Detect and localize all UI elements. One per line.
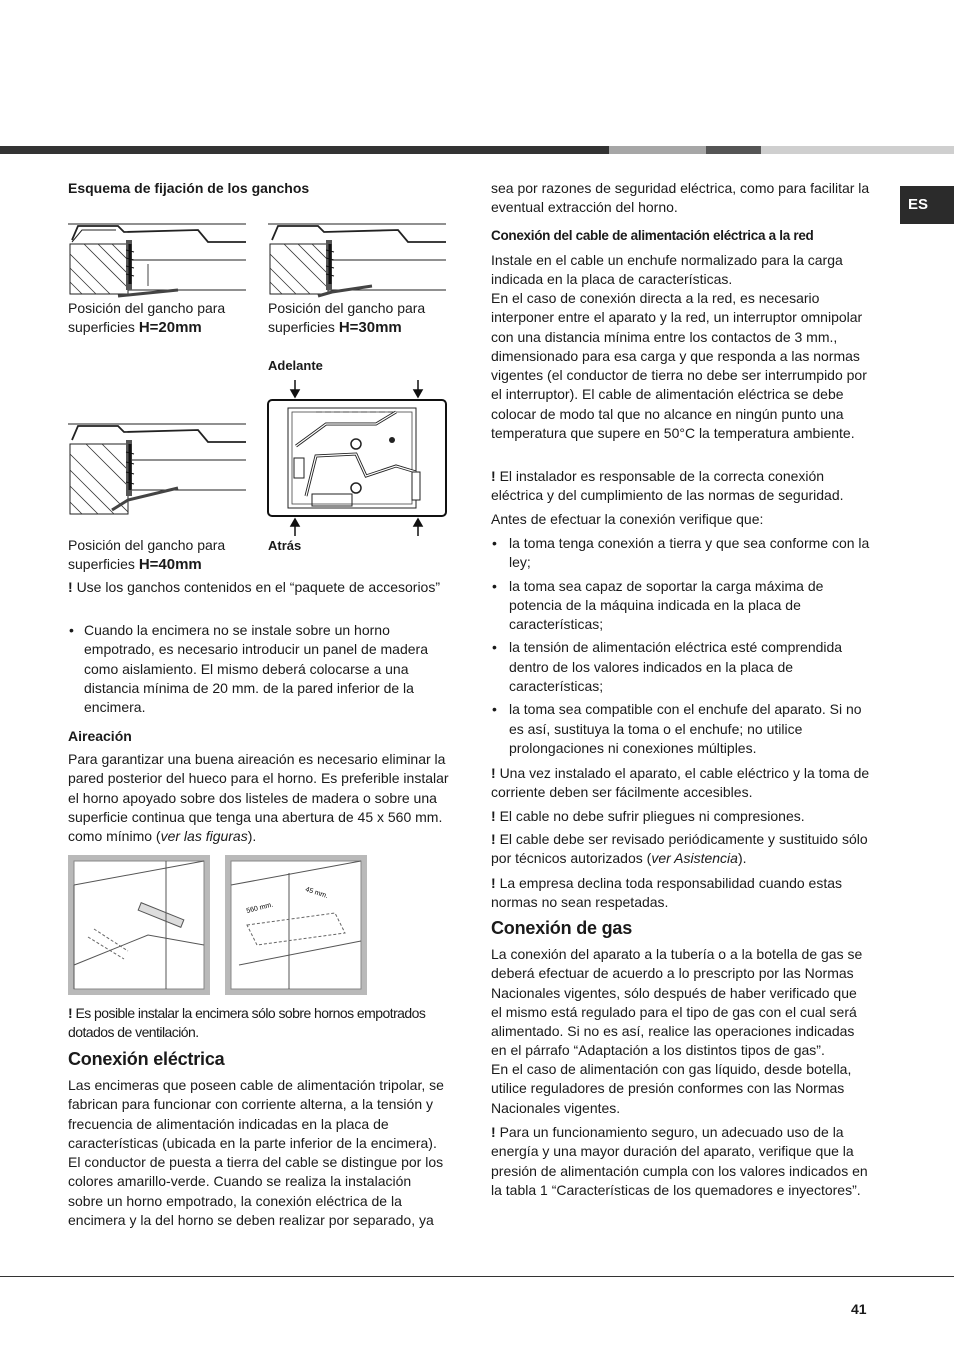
- language-tab: [900, 186, 954, 224]
- warning-mark: !: [491, 1124, 496, 1140]
- header-bar-dark2: [706, 146, 761, 154]
- header-bar-dark: [0, 146, 609, 154]
- verify-list: [491, 534, 871, 762]
- note-hooks: [68, 578, 448, 597]
- list-item: • la tensión de alimentación eléctrica esté comprendida dentro de los valores indicados en la placa de características;: [491, 638, 871, 696]
- note-review-text-b: ).: [737, 850, 747, 867]
- hook-diagram-h30: [268, 220, 446, 302]
- note-ventilation-text: Es posible instalar la encimera sólo sobre hornos empotrados dotados de ventilación.: [68, 1005, 426, 1041]
- caption-text: Posición del gancho para superficies: [268, 300, 426, 335]
- note-company: [491, 874, 871, 913]
- language-tab-label: ES: [908, 196, 929, 213]
- header-bar-mid: [609, 146, 706, 154]
- warning-mark: !: [68, 579, 73, 595]
- note-access-text: Una vez instalado el aparato, el cable eléctrico y la toma de corriente deben ser fácilmente accesibles.: [491, 765, 870, 801]
- note-installer-text: El instalador es responsable de la correcta conexión eléctrica y del cumplimiento de las normas de seguridad.: [491, 468, 844, 504]
- caption-height: H=40mm: [138, 556, 202, 573]
- hook-caption-h40: [68, 536, 248, 574]
- note-folds: [491, 807, 871, 826]
- hook-diagram-h40: [68, 420, 246, 520]
- note-hooks-text: Use los ganchos contenidos en el “paquete de accesorios”: [76, 579, 441, 595]
- cable-p1: Instale en el cable un enchufe normalizado para la carga indicada en la placa de características.: [491, 252, 843, 288]
- warning-mark: !: [491, 468, 496, 484]
- verify-intro: Antes de efectuar la conexión verifique que:: [491, 511, 764, 527]
- aireacion-text-b: ).: [247, 828, 257, 845]
- ventilation-diagram-opening: [225, 855, 367, 995]
- note-review-text-em: ver Asistencia: [651, 850, 738, 867]
- cable-p2: En el caso de conexión directa a la red, es necesario interponer entre el aparato y la red, un interruptor omnipolar con una distancia mínima entre los contactos de 3 mm., dimensionado para esa carga y que responda a las normas vigentes (el conductor de tierra no debe ser interrumpido por el interruptor). El cable de alimentación eléctrica se debe colocar de modo tal que no alcance en ningún punto una temperatura que supere en 50°C la temperatura ambiente.: [491, 290, 867, 442]
- aireacion-text-em: ver las figuras: [160, 828, 248, 845]
- note-folds-text: El cable no debe sufrir pliegues ni compresiones.: [499, 808, 805, 824]
- aireacion-text-a: Para garantizar una buena aireación es necesario eliminar la pared posterior del hueco para el horno. Es preferible instalar el horno apoyado sobre dos listeles de madera o sobre una superficie continua que tenga una abertura de 45 x 560 mm. como mínimo (: [68, 751, 449, 845]
- caption-text: Posición del gancho para superficies: [68, 300, 226, 335]
- header-bar-light: [761, 146, 954, 154]
- electric-title: Conexión eléctrica: [68, 1049, 225, 1069]
- dim-560-label: 560 mm.: [245, 901, 274, 915]
- aireacion-text: [68, 750, 450, 846]
- caption-height: H=30mm: [338, 319, 402, 336]
- oven-bullet-list: [68, 621, 448, 721]
- gas-p2: En el caso de alimentación con gas líquido, desde botella, utilice reguladores de presión conformes con las Normas Nacionales vigentes.: [491, 1061, 852, 1116]
- hooks-title: Esquema de fijación de los ganchos: [68, 180, 310, 196]
- list-item: • Cuando la encimera no se instale sobre un horno empotrado, es necesario introducir un panel de madera como aislamiento. El mismo deberá colocarse a una distancia mínima de 20 mm. de la pared inferior de la encimera.: [68, 621, 448, 717]
- ventilation-diagram-strips: [68, 855, 210, 995]
- warning-mark: !: [491, 765, 496, 781]
- note-installer: [491, 467, 871, 506]
- warning-mark: !: [491, 875, 496, 891]
- note-gas: [491, 1123, 871, 1200]
- footer-rule: [0, 1276, 954, 1277]
- note-review-text-a: El cable debe ser revisado periódicamente y sustituido sólo por técnicos autorizados (: [491, 831, 868, 867]
- warning-mark: !: [491, 831, 496, 847]
- note-review: [491, 830, 871, 869]
- note-gas-text: Para un funcionamiento seguro, un adecuado uso de la energía y una mayor duración del aparato, verifique que la presión de alimentación cumpla con los valores indicados en la tabla 1 “Características de los quemadores e inyectores”.: [491, 1124, 868, 1198]
- aireacion-title: Aireación: [68, 728, 132, 744]
- note-company-text: La empresa declina toda responsabilidad cuando estas normas no sean respetadas.: [491, 875, 843, 911]
- list-item: • la toma sea compatible con el enchufe del aparato. Si no es así, sustituya la toma o el enchufe; no utilice prolongaciones ni conexiones múltiples.: [491, 700, 871, 758]
- dim-45-label: 45 mm.: [304, 886, 329, 901]
- hook-diagram-h20: [68, 220, 246, 302]
- label-front: Adelante: [268, 358, 323, 373]
- gas-p1: La conexión del aparato a la tubería o a la botella de gas se deberá efectuar de acuerdo a lo prescripto por las Normas Nacionales vigentes, sólo después de haber verificado que el mismo está regulado para el tipo de gas con el cual será alimentado. Si no es así, realice las operaciones indicadas en el párrafo “Adaptación a los distintos tipos de gas”.: [491, 946, 863, 1059]
- hook-caption-h20: [68, 299, 248, 337]
- continued-text: sea por razones de seguridad eléctrica, como para facilitar la eventual extracción del horno.: [491, 180, 870, 216]
- note-ventilation: [68, 1004, 450, 1043]
- page-number: 41: [851, 1301, 867, 1317]
- caption-height: H=20mm: [138, 319, 202, 336]
- list-item: • la toma tenga conexión a tierra y que sea conforme con la ley;: [491, 534, 871, 573]
- gas-title: Conexión de gas: [491, 918, 633, 938]
- warning-mark: !: [491, 808, 496, 824]
- electric-text: Las encimeras que poseen cable de alimentación tripolar, se fabrican para funcionar con corriente alterna, a la tensión y frecuencia de alimentación indicadas en la placa de características (ubicada en la parte inferior de la encimera). El conductor de puesta a tierra del cable se distingue por los colores amarillo-verde. Cuando se realiza la instalación sobre un horno empotrado, la conexión eléctrica de la encimera y la del horno se deben realizar por separado, ya: [68, 1077, 444, 1229]
- cable-title: Conexión del cable de alimentación eléctrica a la red: [491, 228, 814, 243]
- label-back: Atrás: [268, 538, 302, 553]
- caption-text: Posición del gancho para superficies: [68, 537, 226, 572]
- hook-caption-h30: [268, 299, 448, 337]
- hob-topview-diagram: [266, 376, 448, 540]
- warning-mark: !: [68, 1005, 73, 1021]
- list-item: • la toma sea capaz de soportar la carga máxima de potencia de la máquina indicada en la placa de características;: [491, 577, 871, 635]
- note-access: [491, 764, 871, 803]
